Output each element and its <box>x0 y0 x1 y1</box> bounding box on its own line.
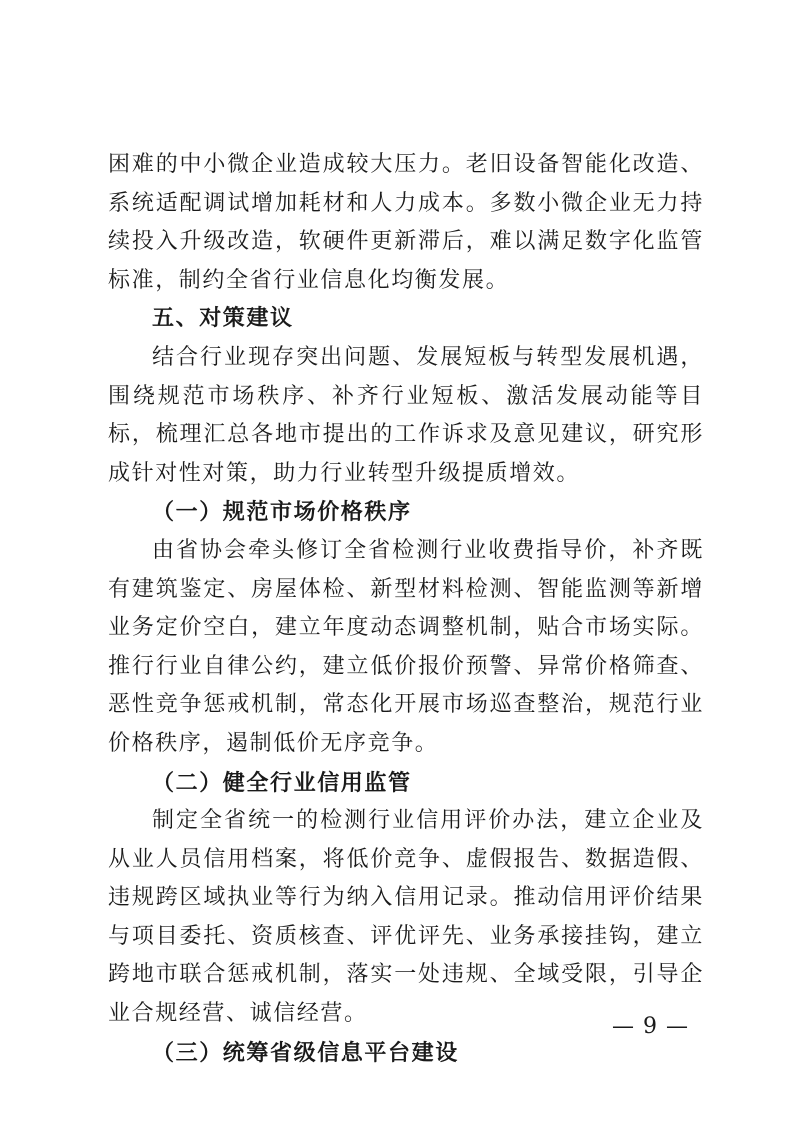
paragraph-intro: 困难的中小微企业造成较大压力。老旧设备智能化改造、系统适配调试增加耗材和人力成本。多数小微企业无力持续投入升级改造，软硬件更新滞后，难以满足数字化监管标准，制约全省行业信息化均衡发展。 <box>108 152 704 293</box>
subsection-one-paragraph: 由省协会牵头修订全省检测行业收费指导价，补齐既有建筑鉴定、房屋体检、新型材料检测、智能监测等新增业务定价空白，建立年度动态调整机制，贴合市场实际。推行行业自律公约，建立低价报价预警、异常价格筛查、恶性竞争惩戒机制，常态化开展市场巡查整治，规范行业价格秩序，遏制低价无序竞争。 <box>108 537 704 756</box>
document-body <box>108 146 704 1072</box>
subsection-one-heading: （一）规范市场价格秩序 <box>152 499 412 526</box>
subsection-three-heading: （三）统筹省级信息平台建设 <box>152 1039 459 1066</box>
section-five-heading: 五、对策建议 <box>152 306 294 332</box>
page-number: — 9 — <box>612 1014 689 1039</box>
subsection-two-heading: （二）健全行业信用监管 <box>152 769 412 796</box>
section-five-paragraph: 结合行业现存突出问题、发展短板与转型发展机遇，围绕规范市场秩序、补齐行业短板、激活发展动能等目标，梳理汇总各地市提出的工作诉求及意见建议，研究形成针对性对策，助力行业转型升级提质增效。 <box>108 344 704 486</box>
subsection-two-paragraph: 制定全省统一的检测行业信用评价办法，建立企业及从业人员信用档案，将低价竞争、虚假报告、数据造假、违规跨区域执业等行为纳入信用记录。推动信用评价结果与项目委托、资质核查、评优评先、业务承接挂钩，建立跨地市联合惩戒机制，落实一处违规、全域受限，引导企业合规经营、诚信经营。 <box>108 808 704 1027</box>
